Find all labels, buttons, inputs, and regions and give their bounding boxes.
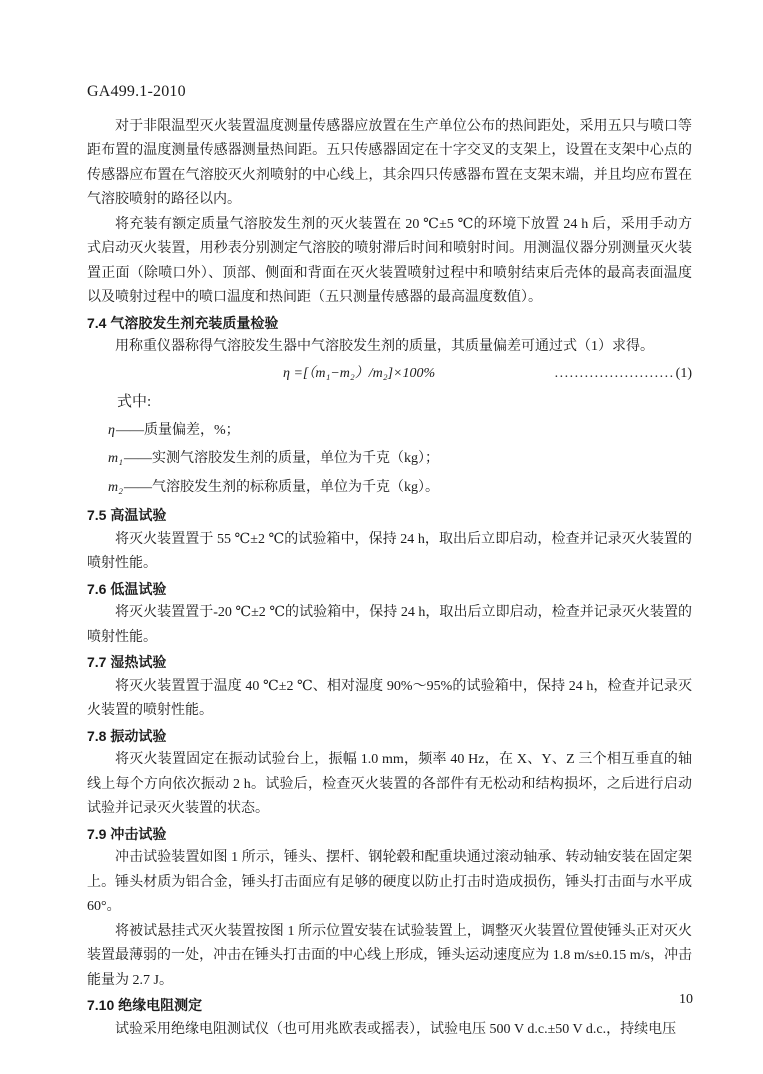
- section-7-10-heading: 7.10 绝缘电阻测定: [87, 997, 203, 1013]
- definition-eta: [87, 418, 692, 444]
- formula-1-row: [87, 362, 692, 387]
- definition-eta-symbol: η: [108, 422, 115, 438]
- definition-m2-symbol: m₂: [108, 479, 123, 495]
- intro-paragraph-2: 将充装有额定质量气溶胶发生剂的灭火装置在 20 ℃±5 ℃的环境下放置 24 h 后，采用手动方式启动灭火装置，用秒表分别测定气溶胶的喷射滞后时间和喷射时间。用测温仪器分别测量灭火装置正面（除喷口外）、顶部、侧面和背面在灭火装置喷射过程中和喷射结束后壳体的最高表面温度以及喷射过程中的喷口温度和热间距（五只测量传感器的最高温度数值）。: [87, 216, 692, 305]
- formula-1-leader-dots: ........................: [554, 365, 675, 381]
- section-7-8-heading: 7.8 振动试验: [87, 727, 167, 744]
- definition-m2: [87, 475, 692, 501]
- section-7-4-heading: 7.4 气溶胶发生剂充装质量检验: [87, 314, 279, 331]
- page-content: [87, 115, 692, 1043]
- formula-where-label: 式中:: [117, 394, 152, 410]
- definition-m1-symbol: m₁: [108, 451, 123, 466]
- section-7-4-body: 用称重仪器称得气溶胶发生器中气溶胶发生剂的质量，其质量偏差可通过式（1）求得。: [115, 339, 654, 354]
- section-7-6-heading: 7.6 低温试验: [87, 580, 167, 597]
- section-7-5-body: 将灭火装置置于 55 ℃±2 ℃的试验箱中，保持 24 h，取出后立即启动，检查并记录灭火装置的喷射性能。: [87, 531, 692, 571]
- section-7-10-body: 试验采用绝缘电阻测试仪（也可用兆欧表或摇表），试验电压 500 V d.c.±50 V d.c.，持续电压: [115, 1021, 677, 1037]
- section-7-5-heading: 7.5 高温试验: [87, 507, 167, 523]
- definition-m2-text: ——气溶胶发生剂的标称质量，单位为千克（kg）。: [123, 479, 439, 495]
- formula-1-expression: η =[（m₁−m₂）/m₂]×100%: [283, 365, 436, 381]
- formula-1-number: (1): [675, 365, 692, 381]
- section-7-9-body-2: 将被试悬挂式灭火装置按图 1 所示位置安装在试验装置上，调整灭火装置位置使锤头正对灭火装置最薄弱的一处，冲击在锤头打击面的中心线上形成，锤头运动速度应为 1.8 m/s±0.15 m/s，冲击能量为 2.7 J。: [87, 923, 692, 988]
- section-7-9-heading: 7.9 冲击试验: [87, 825, 167, 842]
- intro-paragraph-1: 对于非限温型灭火装置温度测量传感器应放置在生产单位公布的热间距处，采用五只与喷口等距布置的温度测量传感器测量热间距。五只传感器固定在十字交叉的支架上，设置在支架中心点的传感器应布置在气溶胶灭火剂喷射的中心线上，其余四只传感器布置在支架末端，并且均应布置在气溶胶喷射的路径以内。: [87, 118, 692, 207]
- definition-eta-text: ——质量偏差，%；: [115, 422, 240, 438]
- section-7-9-body-1: 冲击试验装置如图 1 所示，锤头、摆杆、钢轮毂和配重块通过滚动轴承、转动轴安装在固定架上。锤头材质为铝合金，锤头打击面应有足够的硬度以防止打击时造成损伤，锤头打击面与水平成 60°。: [87, 850, 692, 914]
- definition-m1-text: ——实测气溶胶发生剂的质量，单位为千克（kg）；: [123, 451, 439, 466]
- page-header: [87, 80, 692, 106]
- section-7-7-body: 将灭火装置置于温度 40 ℃±2 ℃、相对湿度 90%～95%的试验箱中，保持 24 h，检查并记录灭火装置的喷射性能。: [87, 678, 692, 718]
- definition-m1: [87, 446, 692, 472]
- doc-code: GA499.1-2010: [87, 83, 186, 100]
- section-7-7-heading: 7.7 湿热试验: [87, 654, 167, 670]
- page-number: 10: [679, 991, 693, 1007]
- section-7-8-body: 将灭火装置固定在振动试验台上，振幅 1.0 mm，频率 40 Hz，在 X、Y、Z 三个相互垂直的轴线上每个方向依次振动 2 h。试验后，检查灭火装置的各部件有无松动和结构损坏，之后进行启动试验并记录灭火装置的状态。: [87, 752, 692, 816]
- section-7-6-body: 将灭火装置置于-20 ℃±2 ℃的试验箱中，保持 24 h，取出后立即启动，检查并记录灭火装置的喷射性能。: [87, 605, 692, 645]
